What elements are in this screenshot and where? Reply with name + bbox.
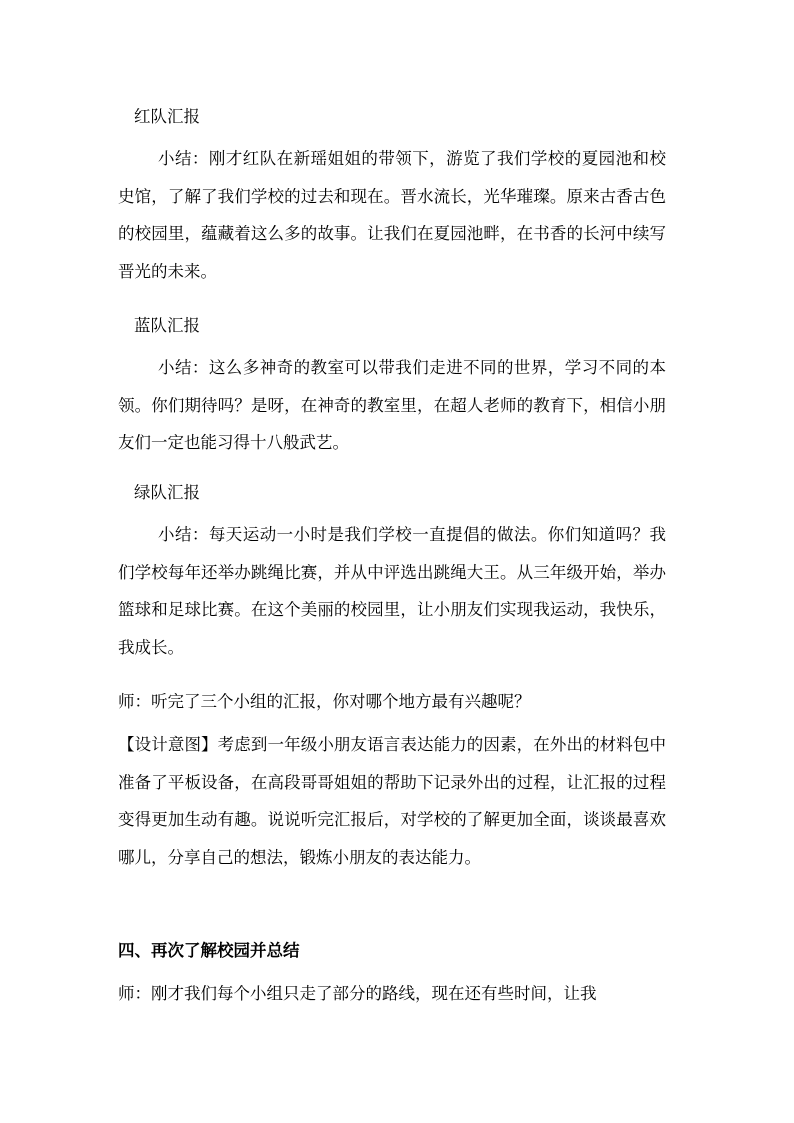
blue-team-heading: 蓝队汇报 [134, 316, 200, 335]
section-four-title: 四、再次了解校园并总结 [118, 941, 300, 960]
red-team-heading: 红队汇报 [134, 107, 200, 126]
green-team-heading: 绿队汇报 [134, 483, 200, 502]
blue-team-summary: 小结：这么多神奇的教室可以带我们走进不同的世界，学习不同的本领。你们期待吗？是呀，在神奇的教室里，在超人老师的教育下，相信小朋友们一定也能习得十八般武艺。 [118, 358, 666, 452]
green-team-summary: 小结：每天运动一小时是我们学校一直提倡的做法。你们知道吗？我们学校每年还举办跳绳比赛，并从中评选出跳绳大王。从三年级开始，举办篮球和足球比赛。在这个美丽的校园里，让小朋友们实现我运动，我快乐，我成长。 [118, 525, 666, 657]
red-team-summary: 小结：刚才红队在新瑶姐姐的带领下，游览了我们学校的夏园池和校史馆，了解了我们学校的过去和现在。晋水流长，光华璀璨。原来古香古色的校园里，蕴藏着这么多的故事。让我们在夏园池畔，在书香的长河中续写晋光的未来。 [118, 149, 666, 281]
teacher-question: 师：听完了三个小组的汇报，你对哪个地方最有兴趣呢？ [118, 692, 531, 711]
teacher-closing-line: 师：刚才我们每个小组只走了部分的路线，现在还有些时间，让我 [118, 984, 597, 1003]
design-intent-paragraph: 【设计意图】考虑到一年级小朋友语言表达能力的因素，在外出的材料包中准备了平板设备，在高段哥哥姐姐的帮助下记录外出的过程，让汇报的过程变得更加生动有趣。说说听完汇报后，对学校的了解更加全面，谈谈最喜欢哪儿，分享自己的想法，锻炼小朋友的表达能力。 [118, 735, 666, 867]
